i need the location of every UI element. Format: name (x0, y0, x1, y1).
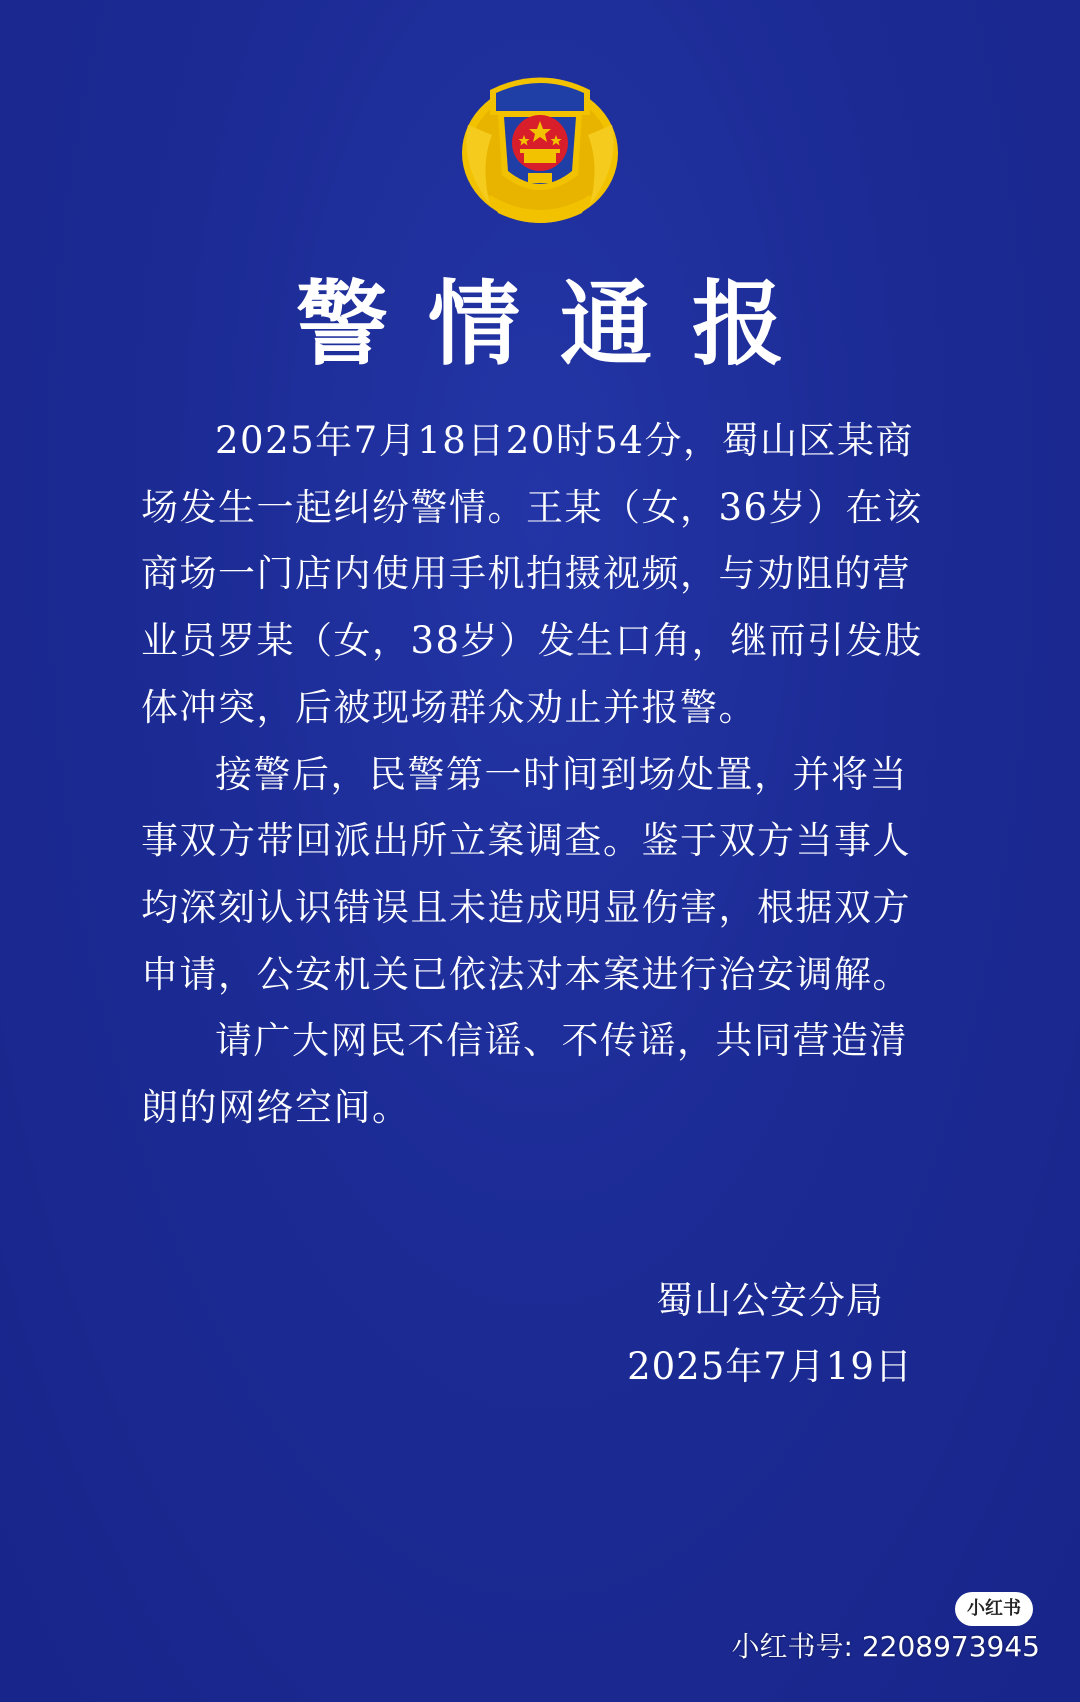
watermark-account: 小红书号: 2208973945 (731, 1630, 1040, 1663)
watermark-badge: 小红书 (955, 1592, 1033, 1626)
paragraph-appeal: 请广大网民不信谣、不传谣，共同营造清朗的网络空间。 (141, 1019, 908, 1130)
issue-date: 2025年7月19日 (627, 1345, 913, 1388)
page-title: 警情通报 (295, 270, 824, 378)
paragraph-incident: 2025年7月18日20时54分，蜀山区某商场发生一起纠纷警情。王某（女，36岁）在该商场一门店内使用手机拍摄视频，与劝阻的营业员罗某（女，38岁）发生口角，继而引发肢体冲突，后被现场群众劝止并报警。 (141, 419, 923, 729)
paragraph-handling: 接警后，民警第一时间到场处置，并将当事双方带回派出所立案调查。鉴于双方当事人均深刻认识错误且未造成明显伤害，根据双方申请，公安机关已依法对本案进行治安调解。 (141, 752, 911, 996)
police-emblem-icon (450, 55, 630, 235)
issuing-organization: 蜀山公安分局 (656, 1279, 884, 1322)
notice-body (141, 408, 941, 1142)
